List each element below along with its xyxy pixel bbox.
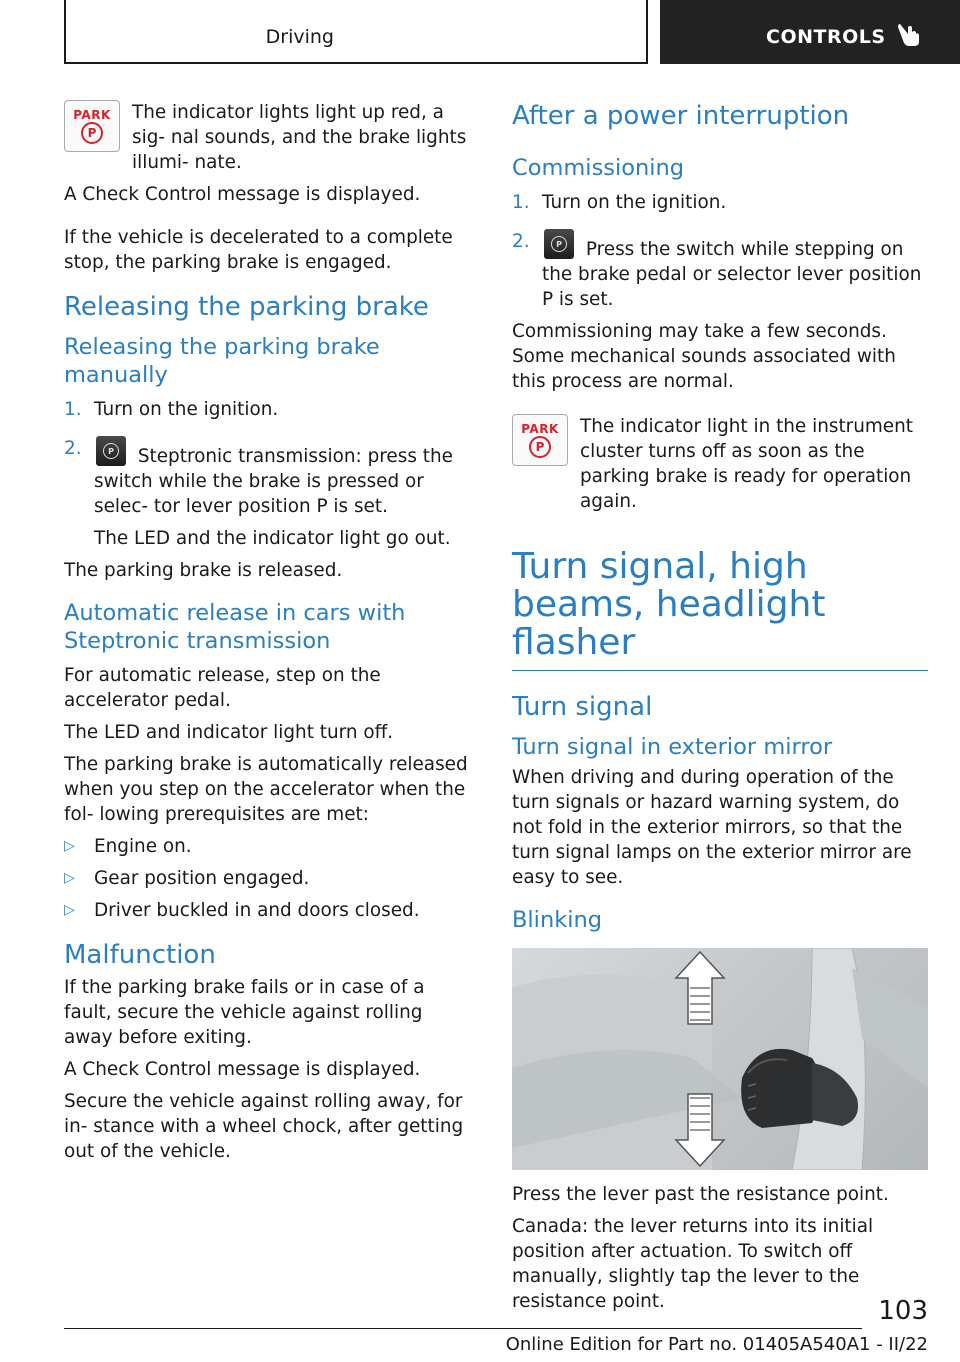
- turn-signal-lever-illustration: [512, 948, 928, 1170]
- switch-symbol: P: [103, 443, 119, 459]
- step-text: [94, 436, 476, 519]
- commissioning-heading: Commissioning: [512, 155, 685, 181]
- auto-release-paragraph: For automatic release, step on the accelerator pedal.: [64, 665, 381, 711]
- bullet-text: Engine on.: [94, 836, 192, 857]
- park-icon-label: PARK: [521, 421, 559, 436]
- footer-edition: Online Edition for Part no. 01405A540A1 - II/22: [505, 1334, 928, 1355]
- park-icon-symbol: P: [529, 436, 551, 458]
- step-number: 1.: [64, 399, 82, 420]
- turn-signal-main-heading: Turn signal, high beams, headlight flasher: [512, 546, 826, 663]
- malfunction-paragraph: If the parking brake fails or in case of a fault, secure the vehicle against rolling away before exiting.: [64, 977, 425, 1048]
- step-text: [542, 229, 928, 312]
- lever-drawing: [512, 948, 928, 1170]
- header-section-title: Driving: [265, 26, 334, 48]
- bullet-triangle-icon: ▷: [64, 902, 75, 918]
- list-item: [64, 866, 476, 891]
- prerequisites-paragraph: The parking brake is automatically released when you step on the accelerator when the fol‐ lowing prerequisites are met:: [64, 754, 468, 825]
- turn-signal-heading: Turn signal: [512, 692, 653, 722]
- step-text: Turn on the ignition.: [542, 192, 727, 213]
- secure-vehicle-paragraph: Secure the vehicle against rolling away, for in‐ stance with a wheel chock, after getting out of the vehicle.: [64, 1091, 464, 1162]
- parking-brake-switch-icon: [96, 436, 126, 466]
- bullet-text: Gear position engaged.: [94, 868, 310, 889]
- malfunction-heading: Malfunction: [64, 940, 216, 970]
- release-manual-heading: Releasing the parking brake manually: [64, 334, 380, 388]
- park-brake-indicator-icon: [64, 100, 120, 152]
- step-result: The LED and the indicator light go out.: [94, 528, 451, 549]
- prerequisites-list: [64, 834, 476, 923]
- release-steps: [64, 397, 476, 519]
- commissioning-steps: [512, 190, 928, 312]
- list-item: [64, 436, 476, 519]
- mirror-signal-heading: Turn signal in exterior mirror: [512, 734, 833, 760]
- list-item: [64, 834, 476, 859]
- park-brake-indicator-icon: [512, 414, 568, 466]
- bullet-text: Driver buckled in and doors closed.: [94, 900, 420, 921]
- list-item: [64, 898, 476, 923]
- right-column: [512, 100, 928, 1321]
- step-number: 1.: [512, 192, 530, 213]
- bullet-triangle-icon: ▷: [64, 838, 75, 854]
- led-off-paragraph: The LED and indicator light turn off.: [64, 722, 394, 743]
- decelerate-paragraph: If the vehicle is decelerated to a complete stop, the parking brake is engaged.: [64, 227, 453, 273]
- blinking-heading: Blinking: [512, 907, 603, 933]
- malfunction-check-control: A Check Control message is displayed.: [64, 1059, 421, 1080]
- footer-divider: [64, 1328, 862, 1329]
- canada-paragraph: Canada: the lever returns into its initial position after actuation. To switch off manually, slightly tap the lever to the resistance point.: [512, 1216, 874, 1312]
- step-text-content: Steptronic transmission: press the switch while the brake is pressed or selec‐ tor lever position P is set.: [94, 446, 453, 517]
- list-item: [512, 190, 928, 215]
- step-text: Turn on the ignition.: [94, 399, 279, 420]
- commissioning-paragraph: Commissioning may take a few seconds. Some mechanical sounds associated with this process are normal.: [512, 321, 896, 392]
- lever-paragraph: Press the lever past the resistance point.: [512, 1184, 889, 1205]
- park-indicator-note: [512, 414, 928, 514]
- check-control-paragraph: A Check Control message is displayed.: [64, 184, 421, 205]
- bullet-triangle-icon: ▷: [64, 870, 75, 886]
- page-number: 103: [878, 1296, 928, 1326]
- header-chapter-title: CONTROLS: [766, 26, 886, 48]
- left-column: [64, 100, 476, 1171]
- release-heading: Releasing the parking brake: [64, 292, 429, 322]
- step-text-content: Press the switch while stepping on the brake pedal or selector lever position P is set.: [542, 239, 922, 310]
- parking-brake-switch-icon: [544, 229, 574, 259]
- step-number: 2.: [64, 438, 82, 459]
- released-paragraph: The parking brake is released.: [64, 560, 343, 581]
- header-tab-section: [64, 0, 648, 64]
- list-item: [64, 397, 476, 422]
- power-interruption-heading: After a power interruption: [512, 101, 850, 131]
- park-indicator-note: [64, 100, 476, 175]
- automatic-release-heading: Automatic release in cars with Steptronic transmission: [64, 600, 406, 654]
- header-tab-chapter: [660, 0, 960, 64]
- list-item: [512, 229, 928, 312]
- park-icon-symbol: P: [81, 122, 103, 144]
- pointing-hand-icon: [896, 20, 922, 48]
- heading-divider: [512, 670, 928, 671]
- step-number: 2.: [512, 231, 530, 252]
- switch-symbol: P: [551, 236, 567, 252]
- indicator-note-text: The indicator light in the instrument cluster turns off as soon as the parking brake is ready for operation again.: [580, 416, 913, 512]
- indicator-note-text: The indicator lights light up red, a sig‐ nal sounds, and the brake lights illumi‐ nate.: [132, 102, 467, 173]
- park-icon-label: PARK: [73, 107, 111, 122]
- mirror-paragraph: When driving and during operation of the turn signals or hazard warning system, do not fold in the exterior mirrors, so that the turn signal lamps on the exterior mirror are easy to see.: [512, 767, 912, 888]
